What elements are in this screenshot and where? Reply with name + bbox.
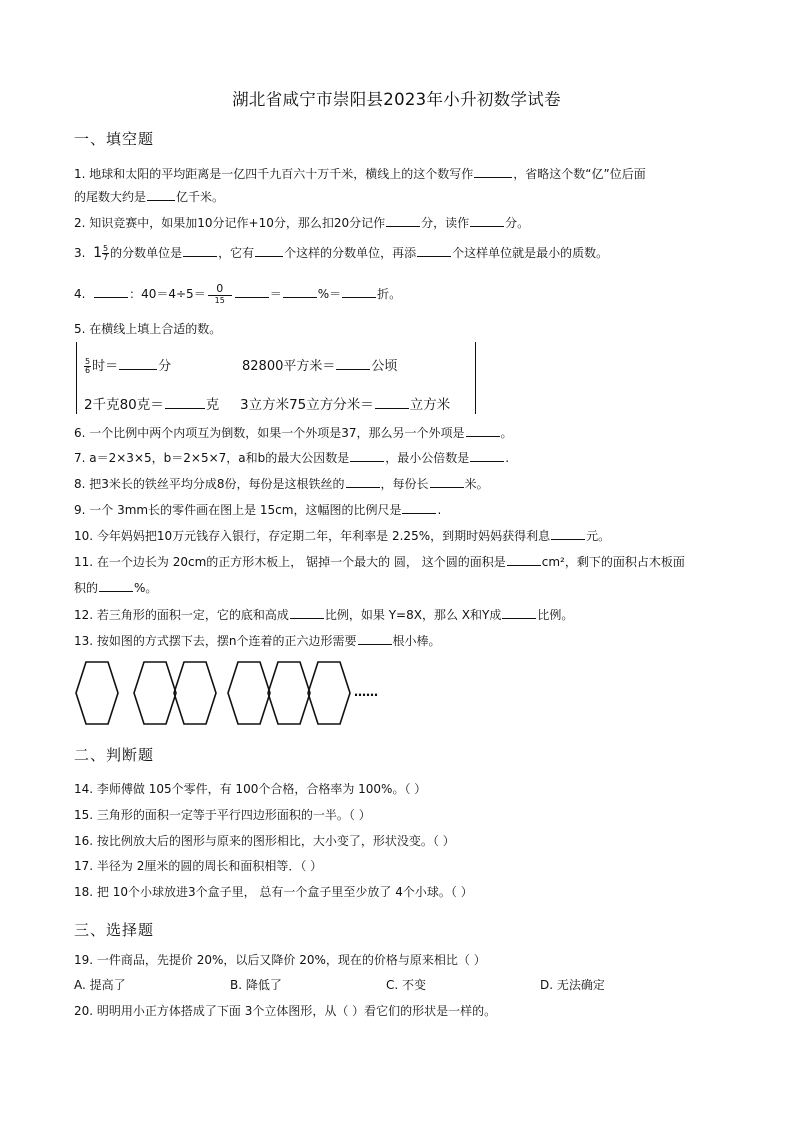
fraction: $\frac{5}{6}$ [85,357,91,375]
question-11-line-2: 积的 %。 [74,581,158,595]
answer-blank[interactable] [470,449,504,462]
question-5-item-2: 82800平方米＝ 公顷 [242,359,398,374]
answer-blank[interactable] [283,285,317,298]
answer-blank[interactable] [147,188,175,201]
answer-blank[interactable] [235,285,269,298]
hexagon [134,662,176,724]
section-fill-in: 一、填空题 [74,130,155,148]
page-title: 湖北省咸宁市崇阳县2023年小升初数学试卷 [232,90,561,109]
hexagon-figure [74,660,394,726]
question-1-line-2: 的尾数大约是 亿千米。 [74,190,225,204]
answer-blank[interactable] [346,475,380,488]
answer-blank[interactable] [386,214,420,227]
question-6: 6. 一个比例中两个内项互为倒数，如果一个外项是37，那么另一个外项是 。 [74,426,513,440]
answer-blank[interactable] [255,244,283,257]
answer-blank[interactable] [358,632,392,645]
answer-blank[interactable] [470,214,504,227]
question-12: 12. 若三角形的面积一定，它的底和高成 比例，如果 Y=8X，那么 X和Y成 比例。 [74,608,574,622]
question-9: 9. 一个 3mm长的零件画在图上是 15cm，这幅图的比例尺是 . [74,503,442,517]
question-5-item-4: 3立方米75立方分米＝ 立方米 [240,397,451,413]
answer-blank[interactable] [502,606,536,619]
question-5-item-1: $\frac{5}{6}$ 时＝ 分 [85,357,172,375]
question-5-stem: 5. 在横线上填上合适的数。 [74,322,222,336]
answer-blank[interactable] [466,424,500,437]
question-3: 3. 1 $\frac{5}{7}$ 的分数单位是 ，它有 个这样的分数单位，再添 个这样单位就是最小的质数。 [74,244,609,262]
question-1-line-1: 1. 地球和太阳的平均距离是一亿四千九百六十万千米，横线上的这个数写作 ，省略这个数“亿”位后面 [74,167,646,181]
hexagon [174,662,216,724]
answer-blank[interactable] [350,449,384,462]
option-a[interactable]: A. 提高了 [74,978,126,992]
answer-blank[interactable] [474,165,512,178]
question-13: 13. 按如图的方式摆下去，摆n个连着的正六边形需要 根小棒。 [74,634,441,648]
question-17: 17. 半径为 2厘米的圆的周长和面积相等．（ ） [74,859,323,873]
hexagon [228,662,270,724]
question-7: 7. a＝2×3×5，b＝2×5×7，a和b的最大公因数是 ，最小公倍数是 . [74,451,510,465]
question-11-line-1: 11. 在一个边长为 20cm的正方形木板上， 锯掉一个最大的 圆， 这个圆的面积是 cm²，剩下的面积占木板面 [74,555,685,569]
option-d[interactable]: D. 无法确定 [540,978,605,992]
question-2: 2. 知识竞赛中，如果加10分记作+10分，那么扣20分记作 分，读作 分。 [74,216,530,230]
section-choice: 三、选择题 [74,921,155,939]
question-10: 10. 今年妈妈把10万元钱存入银行，存定期二年，年利率是 2.25%，到期时妈妈获得利息 元。 [74,529,611,543]
question-14: 14. 李师傅做 105个零件，有 100个合格，合格率为 100%。（ ） [74,782,427,796]
hexagon [76,662,118,724]
question-4: 4. ：40＝4÷5＝ $\frac{0}{15}$ ＝ %＝ 折。 [74,282,402,305]
answer-blank[interactable] [165,396,205,409]
answer-blank[interactable] [119,357,157,370]
question-16: 16. 按比例放大后的图形与原来的图形相比，大小变了，形状没变。（ ） [74,834,455,848]
section-judge: 二、判断题 [74,746,155,764]
hexagon [268,662,310,724]
fraction: $\frac{0}{15}$ [208,283,232,306]
question-18: 18. 把 10个小球放进3个盒子里， 总有一个盒子里至少放了 4个小球。（ ） [74,885,473,899]
question-20: 20. 明明用小正方体搭成了下面 3个立体图形，从（ ）看它们的形状是一样的。 [74,1004,497,1018]
answer-blank[interactable] [183,244,217,257]
answer-blank[interactable] [417,244,451,257]
option-b[interactable]: B. 降低了 [230,978,282,992]
answer-blank[interactable] [507,553,541,566]
answer-blank[interactable] [551,527,585,540]
answer-blank[interactable] [430,475,464,488]
mixed-number-whole: 1 [93,245,103,261]
answer-blank[interactable] [99,579,133,592]
option-c[interactable]: C. 不变 [386,978,427,992]
continuation-dots: …… [354,685,378,699]
fraction: $\frac{5}{7}$ [103,244,109,262]
answer-blank[interactable] [94,285,128,298]
question-5-item-3: 2千克80克＝ 克 [84,397,220,413]
answer-blank[interactable] [402,501,436,514]
question-8: 8. 把3米长的铁丝平均分成8份，每份是这根铁丝的 ，每份长 米。 [74,477,489,491]
hexagon [308,662,350,724]
answer-blank[interactable] [336,357,370,370]
answer-blank[interactable] [375,396,409,409]
question-15: 15. 三角形的面积一定等于平行四边形面积的一半。（ ） [74,808,371,822]
question-19-stem: 19. 一件商品，先提价 20%，以后又降价 20%，现在的价格与原来相比（ ） [74,953,486,967]
answer-blank[interactable] [342,285,376,298]
answer-blank[interactable] [290,606,324,619]
